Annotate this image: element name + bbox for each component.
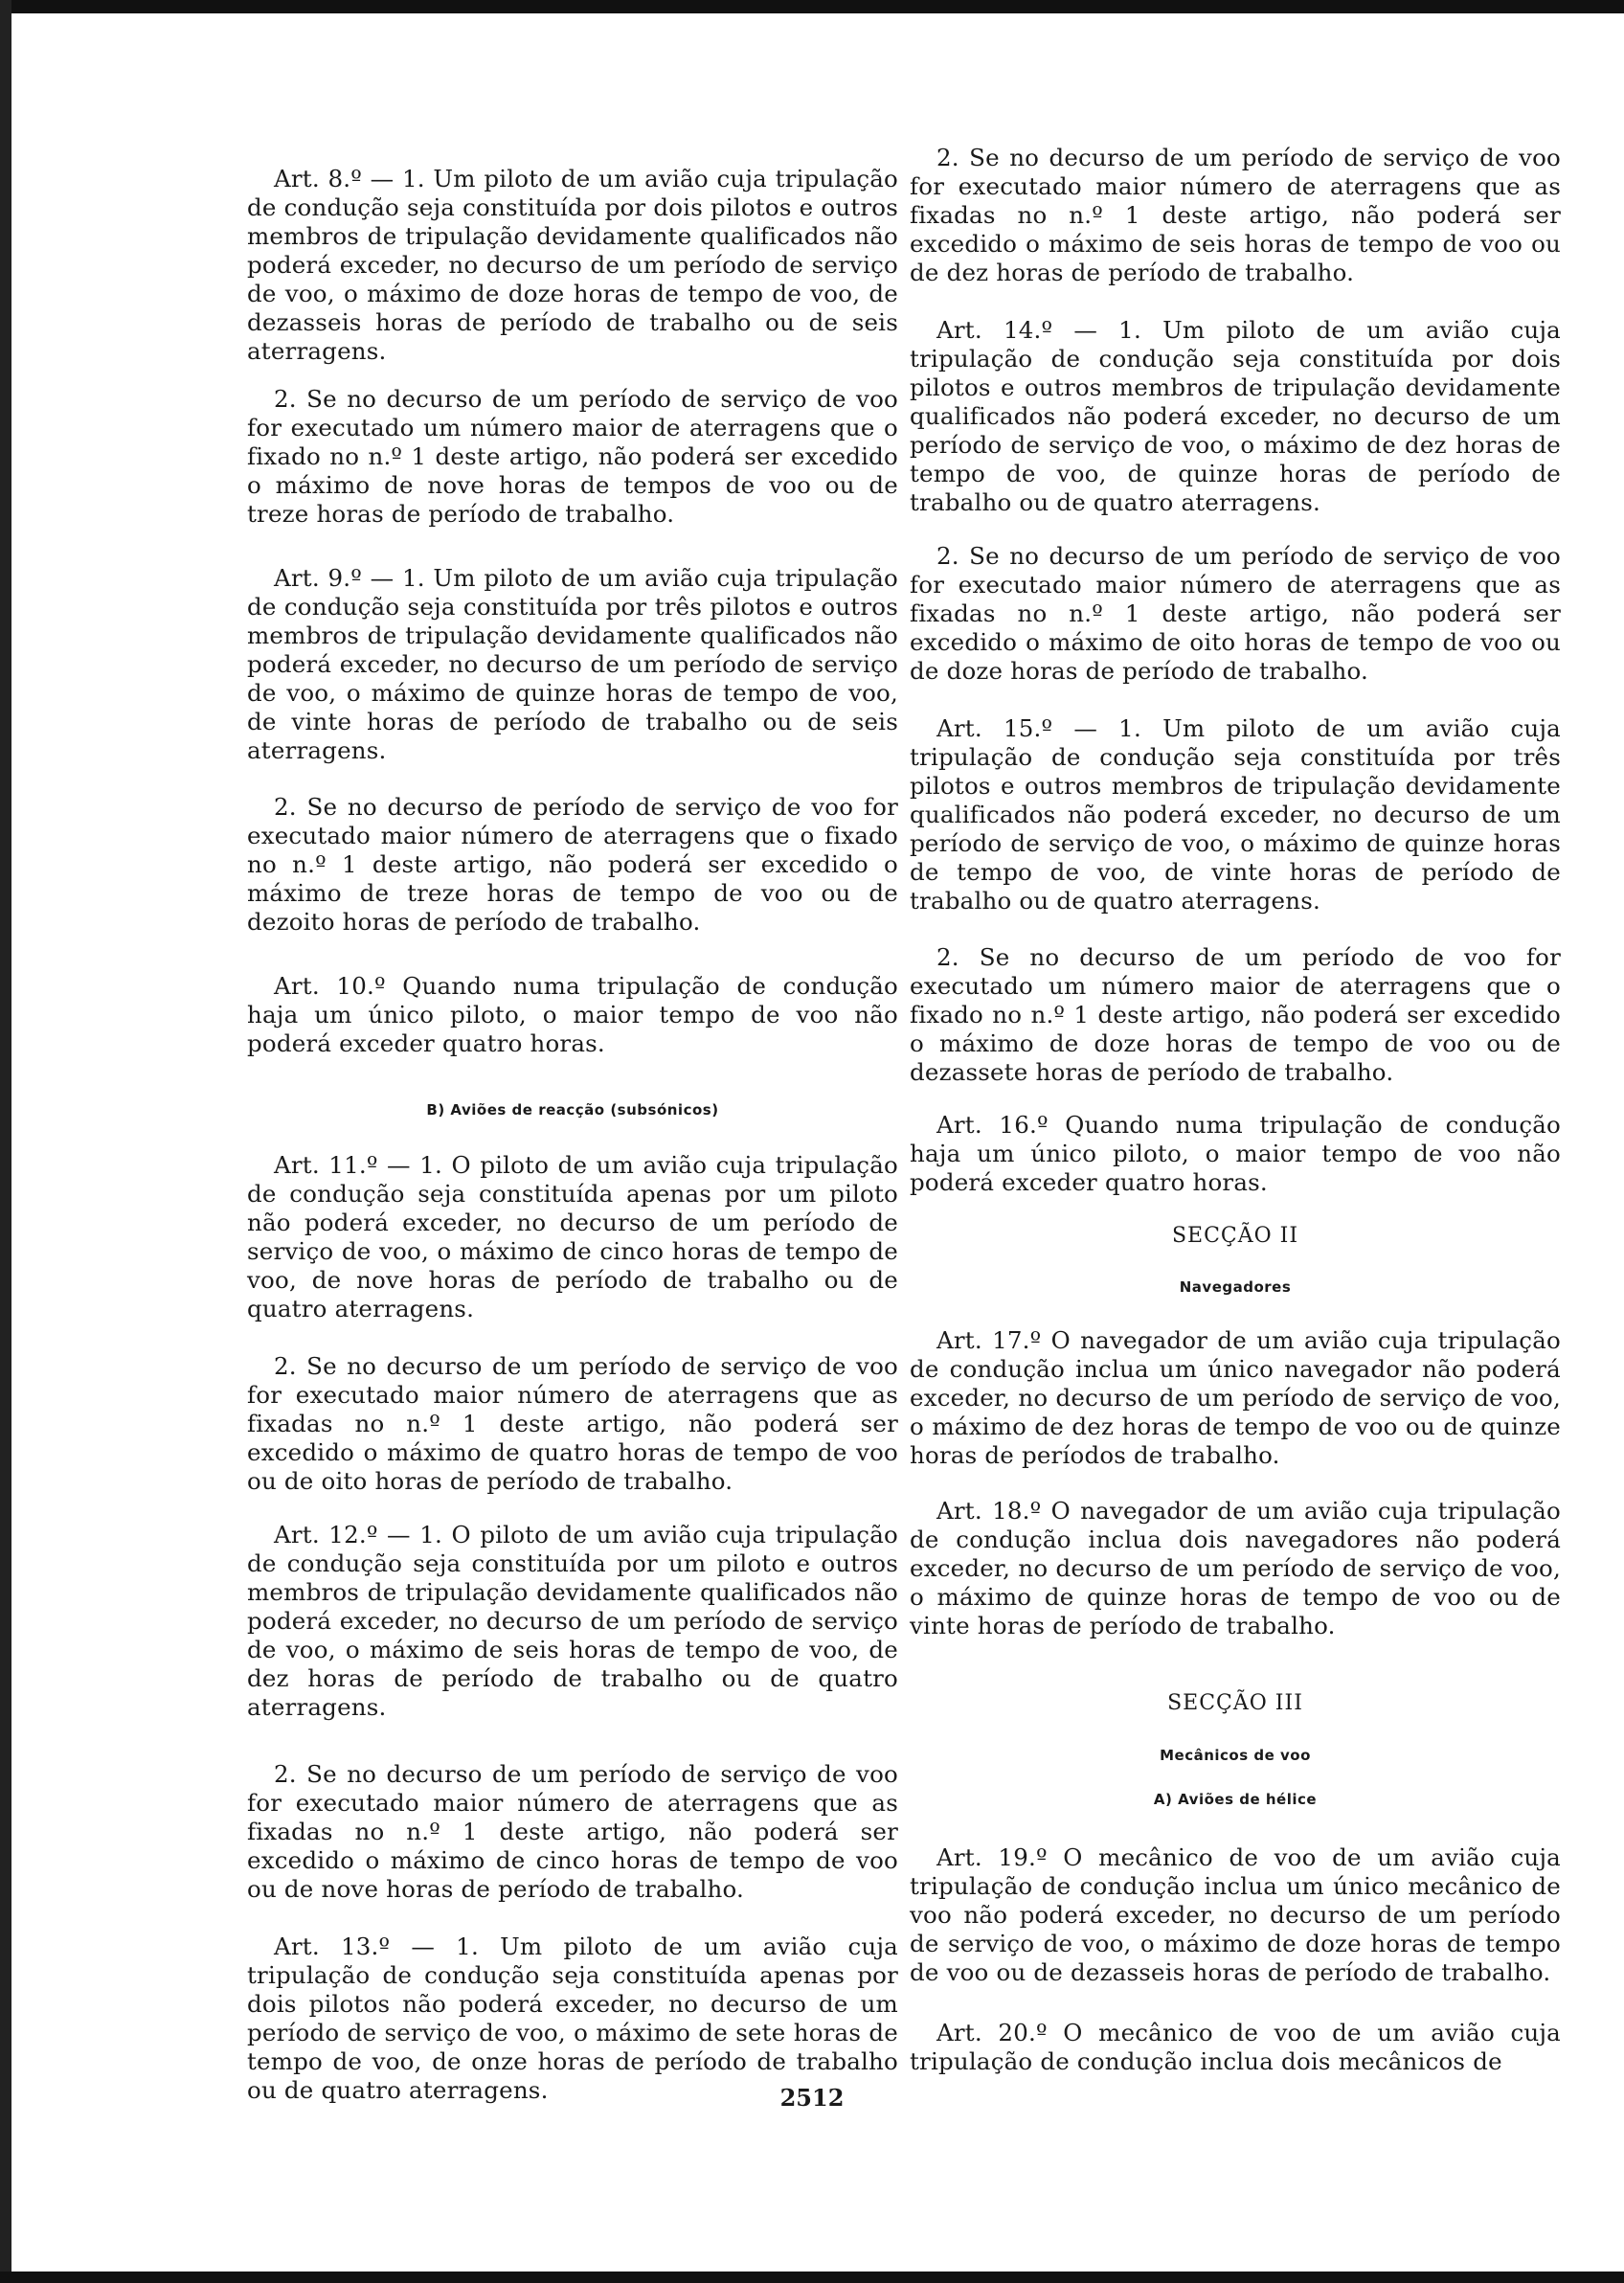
heading-mecanicos-de-voo: Mecânicos de voo <box>1160 1747 1311 1764</box>
section-iii-title: SECÇÃO III <box>1167 1691 1303 1715</box>
article-13-1: Art. 13.º — 1. Um piloto de um avião cuja tripulação de condução seja constituída apenas por dois pilotos não poderá exceder, no decurso de um período de serviço de voo, o máximo de sete horas de tempo de voo, de onze horas de período de trabalho ou de quatro aterragens. <box>247 1933 898 2104</box>
article-19: Art. 19.º O mecânico de voo de um avião cuja tripulação de condução inclua um único mecânico de voo não poderá exceder, no decurso de um período de serviço de voo, o máximo de doze horas de tempo de voo ou de dezasseis horas de período de trabalho. <box>910 1843 1561 1986</box>
section-ii-title: SECÇÃO II <box>1171 1224 1299 1248</box>
article-12-2: 2. Se no decurso de um período de serviço de voo for executado maior número de aterragens que as fixadas no n.º 1 deste artigo, não poderá ser excedido o máximo de cinco horas de tempo de voo ou de nove horas de período de trabalho. <box>247 1760 898 1903</box>
article-17: Art. 17.º O navegador de um avião cuja tripulação de condução inclua um único navegador não poderá exceder, no decurso de um período de serviço de voo, o máximo de dez horas de tempo de voo ou de quinze horas de períodos de trabalho. <box>910 1326 1561 1469</box>
article-9-2: 2. Se no decurso de período de serviço de voo for executado maior número de aterragens que o fixado no n.º 1 deste artigo, não poderá ser excedido o máximo de treze horas de tempo de voo ou de dezoito horas de período de trabalho. <box>247 793 898 936</box>
page-number: 2512 <box>779 2084 845 2112</box>
subheading-jet-aircraft: B) Aviões de reacção (subsónicos) <box>426 1101 719 1119</box>
article-15-2: 2. Se no decurso de um período de voo for executado um número maior de aterragens que o fixado no n.º 1 deste artigo, não poderá ser excedido o máximo de doze horas de tempo de voo ou de dezassete horas de período de trabalho. <box>910 943 1561 1086</box>
article-10: Art. 10.º Quando numa tripulação de condução haja um único piloto, o maior tempo de voo não poderá exceder quatro horas. <box>247 972 898 1057</box>
article-11-1: Art. 11.º — 1. O piloto de um avião cuja tripulação de condução seja constituída apenas por um piloto não poderá exceder, no decurso de um período de serviço de voo, o máximo de cinco horas de tempo de voo, de nove horas de período de trabalho ou de quatro aterragens. <box>247 1151 898 1322</box>
article-14-1: Art. 14.º — 1. Um piloto de um avião cuja tripulação de condução seja constituída por dois pilotos e outros membros de tripulação devidamente qualificados não poderá exceder, no decurso de um período de serviço de voo, o máximo de dez horas de tempo de voo, de quinze horas de período de trabalho ou de quatro aterragens. <box>910 316 1561 516</box>
scan-left-border <box>0 0 11 2283</box>
scan-bottom-border <box>0 2272 1624 2283</box>
article-15-1: Art. 15.º — 1. Um piloto de um avião cuja tripulação de condução seja constituída por três pilotos e outros membros de tripulação devidamente qualificados não poderá exceder, no decurso de um período de serviço de voo, o máximo de quinze horas de tempo de voo, de vinte horas de período de trabalho ou de quatro aterragens. <box>910 714 1561 915</box>
article-8-2: 2. Se no decurso de um período de serviço de voo for executado um número maior de aterragens que o fixado no n.º 1 deste artigo, não poderá ser excedido o máximo de nove horas de tempos de voo ou de treze horas de período de trabalho. <box>247 385 898 528</box>
heading-navegadores: Navegadores <box>1179 1278 1292 1296</box>
article-20: Art. 20.º O mecânico de voo de um avião cuja tripulação de condução inclua dois mecânicos de <box>910 2019 1561 2075</box>
article-14-2: 2. Se no decurso de um período de serviço de voo for executado maior número de aterragens que as fixadas no n.º 1 deste artigo, não poderá ser excedido o máximo de oito horas de tempo de voo ou de doze horas de período de trabalho. <box>910 542 1561 685</box>
article-11-2: 2. Se no decurso de um período de serviço de voo for executado maior número de aterragens que as fixadas no n.º 1 deste artigo, não poderá ser excedido o máximo de quatro horas de tempo de voo ou de oito horas de período de trabalho. <box>247 1352 898 1495</box>
scan-top-border <box>0 0 1624 13</box>
article-18: Art. 18.º O navegador de um avião cuja tripulação de condução inclua dois navegadores não poderá exceder, no decurso de um período de serviço de voo, o máximo de quinze horas de tempo de voo ou de vinte horas de período de trabalho. <box>910 1497 1561 1639</box>
subheading-propeller-aircraft: A) Aviões de hélice <box>1153 1791 1318 1808</box>
article-9-1: Art. 9.º — 1. Um piloto de um avião cuja tripulação de condução seja constituída por três pilotos e outros membros de tripulação devidamente qualificados não poderá exceder, no decurso de um período de serviço de voo, o máximo de quinze horas de tempo de voo, de vinte horas de período de trabalho ou de seis aterragens. <box>247 564 898 764</box>
article-16: Art. 16.º Quando numa tripulação de condução haja um único piloto, o maior tempo de voo não poderá exceder quatro horas. <box>910 1111 1561 1196</box>
article-8-1: Art. 8.º — 1. Um piloto de um avião cuja tripulação de condução seja constituída por dois pilotos e outros membros de tripulação devidamente qualificados não poderá exceder, no decurso de um período de serviço de voo, o máximo de doze horas de tempo de voo, de dezasseis horas de período de trabalho ou de seis aterragens. <box>247 165 898 365</box>
article-12-1: Art. 12.º — 1. O piloto de um avião cuja tripulação de condução seja constituída por um piloto e outros membros de tripulação devidamente qualificados não poderá exceder, no decurso de um período de serviço de voo, o máximo de seis horas de tempo de voo, de dez horas de período de trabalho ou de quatro aterragens. <box>247 1521 898 1721</box>
article-13-2: 2. Se no decurso de um período de serviço de voo for executado maior número de aterragens que as fixadas no n.º 1 deste artigo, não poderá ser excedido o máximo de seis horas de tempo de voo ou de dez horas de período de trabalho. <box>910 144 1561 286</box>
